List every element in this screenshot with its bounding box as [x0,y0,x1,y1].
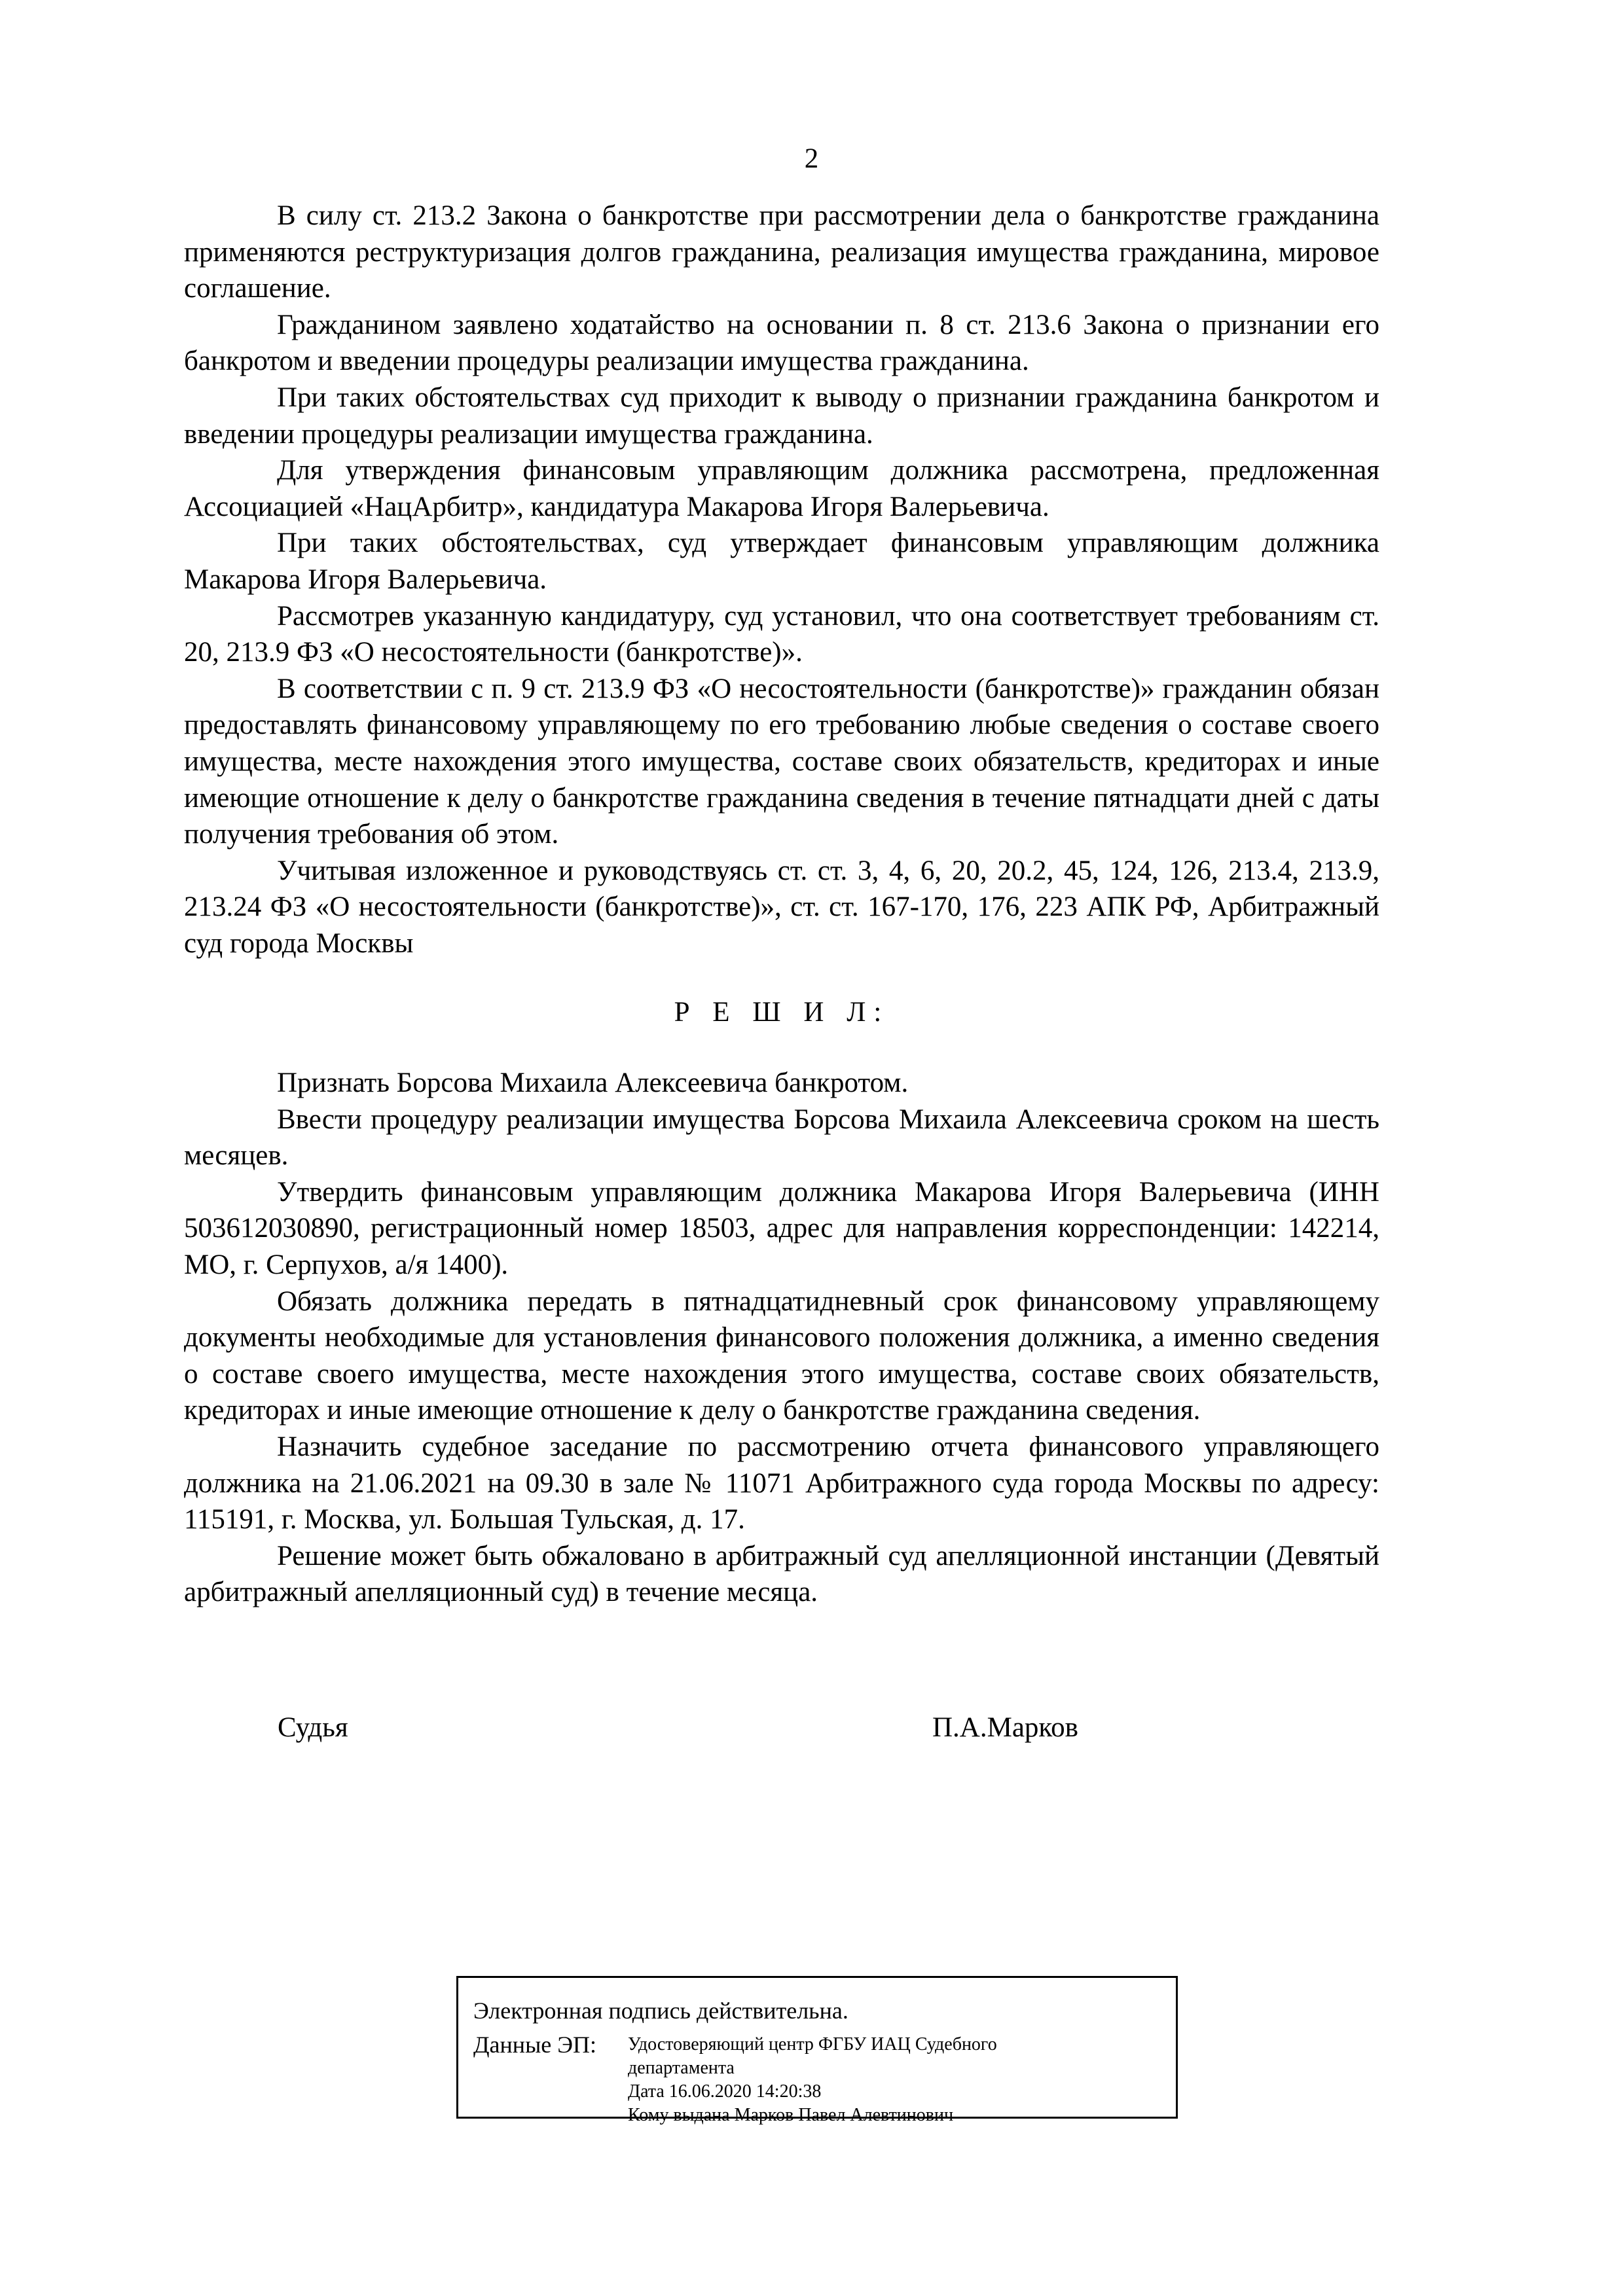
paragraph: При таких обстоятельствах суд приходит к выводу о признании гражданина банкротом и введении процедуры реализации имущества гражданина. [184,382,1379,450]
page-number: 2 [804,143,819,174]
judge-name: П.А.Марков [932,1712,1078,1743]
paragraph: Рассмотрев указанную кандидатуру, суд установил, что она соответствует требованиям ст. 20, 213.9 ФЗ «О несостоятельности (банкротстве)». [184,600,1379,668]
ep-issuer-line1: Удостоверяющий центр ФГБУ ИАЦ Судебного [628,2034,997,2054]
paragraph: Учитывая изложенное и руководствуясь ст. ст. 3, 4, 6, 20, 20.2, 45, 124, 126, 213.4, 213.9, 213.24 ФЗ «О несостоятельности (банкротстве)», ст. ст. 167-170, 176, 223 АПК РФ, Арбитражный суд города Москвы [184,855,1379,959]
decision-title: Р Е Ш И Л: [674,997,890,1028]
ep-label: Данные ЭП: [473,2032,596,2058]
decision-paragraph: Признать Борсова Михаила Алексеевича банкротом. [277,1067,909,1099]
paragraph: В соответствии с п. 9 ст. 213.9 ФЗ «О несостоятельности (банкротстве)» гражданин обязан предоставлять финансовому управляющему по его требованию любые сведения о составе своего имущества, месте нахождения этого имущества, составе своих обязательств, кредиторах и иные имеющие отношение к делу о банкротстве гражданина сведения в течение пятнадцати дней с даты получения требования об этом. [184,673,1379,850]
ep-issuer-line2: департамента [628,2058,735,2078]
ep-issued-to: Кому выдана Марков Павел Алевтинович [628,2105,954,2125]
paragraph: В силу ст. 213.2 Закона о банкротстве при рассмотрении дела о банкротстве гражданина применяются реструктуризация долгов гражданина, реализация имущества гражданина, мировое соглашение. [184,200,1379,304]
paragraph: При таких обстоятельствах, суд утверждает финансовым управляющим должника Макарова Игоря Валерьевича. [184,528,1379,595]
paragraph: Для утверждения финансовым управляющим должника рассмотрена, предложенная Ассоциацией «НацАрбитр», кандидатура Макарова Игоря Валерьевича. [184,455,1379,522]
decision-paragraph: Ввести процедуру реализации имущества Борсова Михаила Алексеевича сроком на шесть месяцев. [184,1103,1379,1172]
document-body [184,198,1379,1611]
signature-line [278,1710,1103,1746]
ep-status: Электронная подпись действительна. [473,1998,848,2024]
decision-paragraph: Назначить судебное заседание по рассмотрению отчета финансового управляющего должника на 21.06.2021 на 09.30 в зале № 11071 Арбитражного суда города Москвы по адресу: 115191, г. Москва, ул. Большая Тульская, д. 17. [184,1431,1379,1535]
decision-paragraph: Обязать должника передать в пятнадцатидневный срок финансовому управляющему документы необходимые для установления финансового положения должника, а именно сведения о составе своего имущества, месте нахождения этого имущества, составе своих обязательств, кредиторах и иные имеющие отношение к делу о банкротстве гражданина сведения. [184,1285,1379,1426]
paragraph: Гражданином заявлено ходатайство на основании п. 8 ст. 213.6 Закона о признании его банкротом и введении процедуры реализации имущества гражданина. [184,309,1379,377]
electronic-signature-box [456,1976,1178,2125]
ep-date: Дата 16.06.2020 14:20:38 [628,2081,822,2102]
judge-role: Судья [278,1712,348,1743]
decision-paragraph: Решение может быть обжаловано в арбитражный суд апелляционной инстанции (Девятый арбитражный апелляционный суд) в течение месяца. [184,1540,1379,1608]
ep-details [628,2033,997,2127]
decision-paragraph: Утвердить финансовым управляющим должника Макарова Игоря Валерьевича (ИНН 503612030890, регистрационный номер 18503, адрес для направления корреспонденции: 142214, МО, г. Серпухов, а/я 1400). [184,1176,1379,1281]
